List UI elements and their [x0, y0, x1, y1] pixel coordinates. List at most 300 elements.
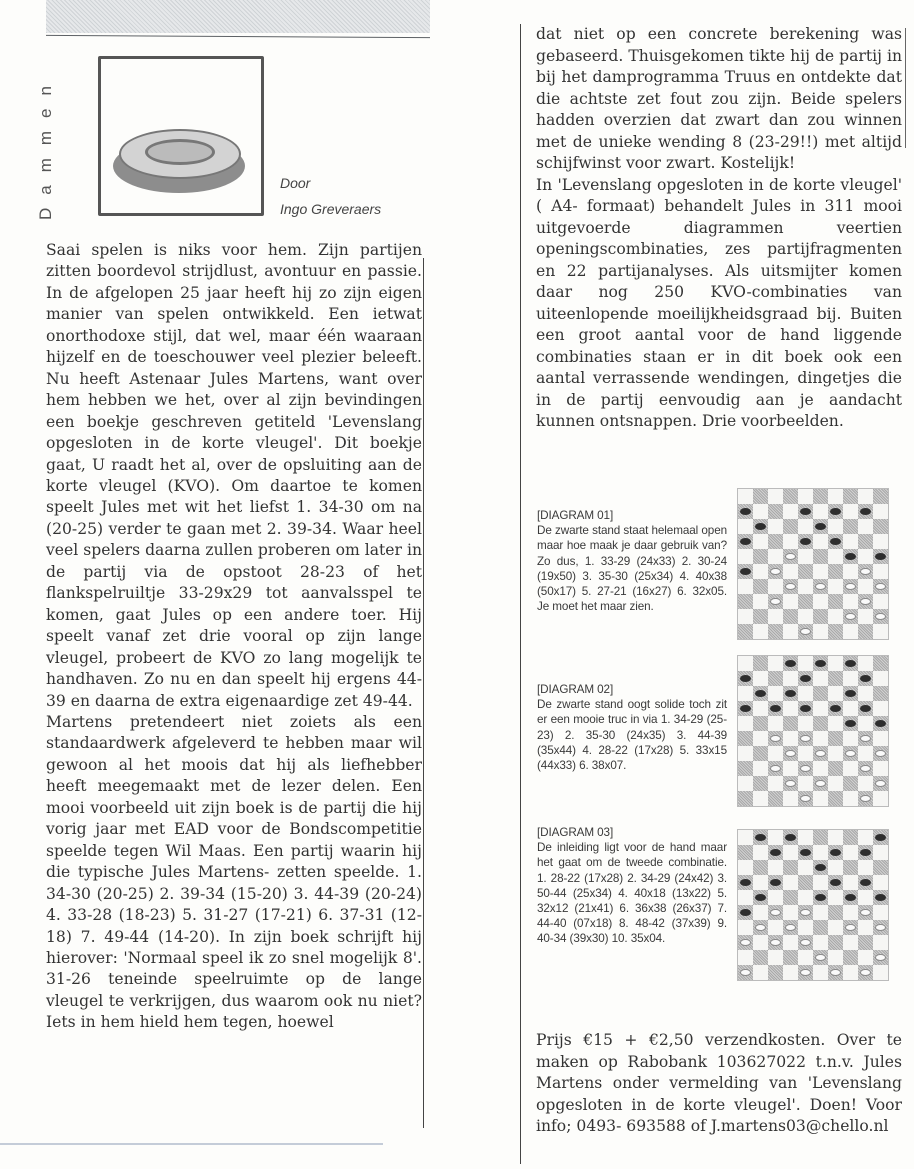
board-square-dark [798, 791, 813, 806]
board-square-dark [858, 935, 873, 950]
black-piece-icon [740, 538, 751, 545]
board-square-dark [843, 890, 858, 905]
board-square-light [738, 609, 753, 624]
board-square-light [858, 830, 873, 845]
diagram-caption-1 [537, 508, 727, 614]
board-square-dark [813, 776, 828, 791]
black-piece-icon [740, 675, 751, 682]
byline [280, 170, 381, 222]
board-square-dark [753, 920, 768, 935]
black-piece-icon [770, 879, 781, 886]
diagram-caption-2 [537, 682, 727, 773]
board-square-dark [783, 549, 798, 564]
board-square-light [738, 579, 753, 594]
white-piece-icon [860, 969, 871, 976]
board-square-dark [813, 830, 828, 845]
board-square-light [828, 686, 843, 701]
board-square-dark [873, 579, 888, 594]
board-square-dark [828, 731, 843, 746]
diagram-caption-3 [537, 825, 727, 947]
black-piece-icon [740, 508, 751, 515]
board-square-dark [798, 671, 813, 686]
board-square-dark [813, 489, 828, 504]
board-square-dark [753, 686, 768, 701]
board-square-dark [753, 716, 768, 731]
white-piece-icon [800, 795, 811, 802]
board-square-light [753, 905, 768, 920]
board-square-dark [738, 701, 753, 716]
board-square-light [828, 746, 843, 761]
board-square-dark [753, 656, 768, 671]
board-square-light [798, 716, 813, 731]
board-square-dark [858, 504, 873, 519]
board-square-dark [828, 534, 843, 549]
board-square-dark [798, 624, 813, 639]
board-square-dark [783, 830, 798, 845]
board-square-light [738, 830, 753, 845]
board-square-light [783, 564, 798, 579]
board-square-dark [798, 731, 813, 746]
board-square-dark [828, 845, 843, 860]
board-square-dark [798, 701, 813, 716]
board-square-dark [738, 564, 753, 579]
board-square-dark [873, 609, 888, 624]
board-square-light [768, 549, 783, 564]
board-square-dark [858, 624, 873, 639]
board-square-light [828, 489, 843, 504]
board-square-light [858, 579, 873, 594]
board-square-light [873, 701, 888, 716]
board-square-dark [753, 579, 768, 594]
white-piece-icon [875, 613, 886, 620]
black-piece-icon [845, 720, 856, 727]
board-square-light [873, 761, 888, 776]
board-square-dark [843, 519, 858, 534]
board-square-light [768, 890, 783, 905]
board-square-dark [873, 830, 888, 845]
board-square-light [798, 890, 813, 905]
board-square-light [783, 965, 798, 980]
draughts-piece-ring [145, 139, 215, 165]
black-piece-icon [845, 690, 856, 697]
board-square-light [768, 830, 783, 845]
board-square-dark [843, 579, 858, 594]
column-divider [423, 258, 424, 1128]
board-square-dark [753, 776, 768, 791]
board-square-dark [798, 761, 813, 776]
board-square-light [873, 935, 888, 950]
board-square-dark [858, 731, 873, 746]
board-square-dark [798, 935, 813, 950]
board-square-light [783, 905, 798, 920]
board-square-dark [738, 731, 753, 746]
board-square-dark [798, 845, 813, 860]
bottom-divider [0, 1143, 383, 1145]
byline-author: Ingo Greveraers [280, 201, 382, 217]
board-square-dark [813, 860, 828, 875]
board-square-light [783, 791, 798, 806]
board-square-dark [768, 504, 783, 519]
column-divider [520, 24, 521, 1164]
white-piece-icon [815, 750, 826, 757]
black-piece-icon [755, 523, 766, 530]
board-square-light [813, 701, 828, 716]
price-info: Prijs €15 + €2,50 verzendkosten. Over te maken op Rabobank 103627022 t.n.v. Jules Martens onder vermelding van 'Levenslang opgesloten in de korte vleugel'. Doen! Voor info; 0493- 693588 of J.martens03@chello.nl [536, 1031, 902, 1136]
board-square-dark [753, 950, 768, 965]
board-square-light [813, 905, 828, 920]
board-square-light [858, 860, 873, 875]
black-piece-icon [860, 508, 871, 515]
board-square-light [873, 905, 888, 920]
board-square-light [783, 731, 798, 746]
board-square-light [873, 965, 888, 980]
board-square-light [843, 791, 858, 806]
board-square-dark [813, 549, 828, 564]
board-square-light [738, 776, 753, 791]
board-square-light [843, 534, 858, 549]
board-square-light [783, 701, 798, 716]
board-square-dark [738, 594, 753, 609]
diagram-description: De zwarte stand oogt solide toch zit er een mooie truc in via 1. 34-29 (25-23) 2. 35-30 (24x35) 3. 44-39 (35x44) 4. 28-22 (17x28) 5. 33x15 (44x33) 6. 38x07. [537, 698, 727, 773]
board-square-dark [858, 791, 873, 806]
board-square-light [798, 860, 813, 875]
board-square-dark [783, 686, 798, 701]
black-piece-icon [740, 879, 751, 886]
board-square-dark [873, 686, 888, 701]
black-piece-icon [815, 894, 826, 901]
board-square-light [828, 830, 843, 845]
board-square-dark [828, 564, 843, 579]
board-square-light [798, 656, 813, 671]
white-piece-icon [785, 553, 796, 560]
board-square-light [813, 504, 828, 519]
board-square-light [828, 950, 843, 965]
white-piece-icon [800, 969, 811, 976]
board-square-light [873, 671, 888, 686]
white-piece-icon [785, 583, 796, 590]
board-square-light [753, 594, 768, 609]
board-square-light [738, 890, 753, 905]
board-square-dark [738, 845, 753, 860]
board-square-light [768, 656, 783, 671]
board-square-light [873, 875, 888, 890]
draughts-board-3 [737, 829, 889, 981]
board-square-dark [783, 656, 798, 671]
article-paragraph: dat niet op een concrete berekening was gebaseerd. Thuisgekomen tikte hij de partij in bij het damprogramma Truus en ontdekte dat die achtste zet fout zou zijn. Beide spelers hadden overzien dat zwart dan zou winnen met de unieke wending 8 (23-29!!) met altijd schijfwinst voor zwart. Kostelijk! [536, 25, 902, 172]
board-square-dark [813, 686, 828, 701]
board-square-light [738, 950, 753, 965]
board-square-dark [783, 950, 798, 965]
board-square-dark [858, 845, 873, 860]
board-square-light [798, 549, 813, 564]
board-square-light [738, 920, 753, 935]
board-square-dark [873, 920, 888, 935]
black-piece-icon [740, 568, 751, 575]
board-square-light [858, 656, 873, 671]
board-square-light [843, 875, 858, 890]
board-square-dark [813, 519, 828, 534]
board-square-light [858, 549, 873, 564]
board-square-dark [843, 776, 858, 791]
board-square-light [858, 519, 873, 534]
diagram-description: De zwarte stand staat helemaal open maar hoe maak je daar gebruik van? Zo dus, 1. 33-29 (24x33) 2. 30-24 (19x50) 3. 35-30 (25x34) 4. 40x38 (50x17) 5. 27-21 (16x27) 6. 32x05. Je moet het maar zien. [537, 524, 727, 614]
board-square-light [798, 609, 813, 624]
header-divider [46, 35, 430, 38]
black-piece-icon [860, 849, 871, 856]
board-square-light [798, 830, 813, 845]
white-piece-icon [785, 924, 796, 931]
board-square-dark [753, 519, 768, 534]
board-square-dark [828, 905, 843, 920]
article-paragraph: Saai spelen is niks voor hem. Zijn partijen zitten boordevol strijdlust, avontuur en passie. In de afgelopen 25 jaar heeft hij zo zijn eigen manier van spelen ontwikkeld. Een ietwat onorthodoxe stijl, dat wel, maar één waaraan hijzelf en de toeschouwer veel plezier beleeft. Nu heeft Astenaar Jules Martens, want over hem hebben we het, over al zijn bevindingen een boekje geschreven getiteld 'Levenslang opgesloten in de korte vleugel'. Dit boekje gaat, U raadt het al, over de opsluiting aan de korte vleugel (KVO). Om daartoe te komen speelt Jules met wit het liefst 1. 34-30 om na (20-25) verder te gaan met 2. 39-34. Waar heel veel spelers daarna zullen proberen om later in de partij via de opstoot 28-23 of het flankspelruiltje 33-29x29 tot aanvalsspel te komen, gaat Jules op een andere toer. Hij speelt vanaf zet drie vooral op zijn lange vleugel, probeert de KVO zo lang mogelijk te handhaven. Zo nu en dan speelt hij ergens 44-39 en daarna de extra eigenaardige zet 49-44. [46, 241, 422, 710]
white-piece-icon [800, 909, 811, 916]
black-piece-icon [740, 705, 751, 712]
black-piece-icon [830, 705, 841, 712]
black-piece-icon [860, 675, 871, 682]
board-square-dark [783, 860, 798, 875]
board-square-dark [873, 519, 888, 534]
board-square-light [813, 594, 828, 609]
board-square-light [813, 875, 828, 890]
black-piece-icon [875, 553, 886, 560]
board-square-light [738, 716, 753, 731]
board-square-light [738, 860, 753, 875]
board-square-light [828, 890, 843, 905]
board-square-dark [873, 950, 888, 965]
board-square-dark [768, 534, 783, 549]
white-piece-icon [800, 735, 811, 742]
white-piece-icon [740, 939, 751, 946]
white-piece-icon [860, 795, 871, 802]
board-square-dark [798, 965, 813, 980]
board-square-light [768, 950, 783, 965]
board-square-light [828, 776, 843, 791]
board-square-light [798, 950, 813, 965]
board-square-dark [858, 564, 873, 579]
board-square-light [843, 761, 858, 776]
black-piece-icon [845, 553, 856, 560]
board-square-dark [768, 791, 783, 806]
board-square-dark [828, 701, 843, 716]
board-square-dark [798, 905, 813, 920]
board-square-dark [768, 594, 783, 609]
board-square-light [843, 624, 858, 639]
black-piece-icon [830, 508, 841, 515]
board-square-light [753, 935, 768, 950]
board-square-dark [783, 609, 798, 624]
board-square-light [873, 534, 888, 549]
board-square-light [873, 791, 888, 806]
black-piece-icon [875, 894, 886, 901]
board-square-light [768, 686, 783, 701]
board-square-light [738, 489, 753, 504]
board-square-dark [813, 890, 828, 905]
article-right-column [536, 24, 902, 433]
board-square-light [753, 965, 768, 980]
board-square-light [783, 504, 798, 519]
board-square-dark [828, 624, 843, 639]
board-square-light [798, 489, 813, 504]
board-square-dark [783, 746, 798, 761]
board-square-dark [798, 594, 813, 609]
board-square-dark [873, 656, 888, 671]
board-square-light [798, 776, 813, 791]
board-square-dark [783, 489, 798, 504]
board-square-light [783, 935, 798, 950]
white-piece-icon [740, 969, 751, 976]
board-square-dark [858, 965, 873, 980]
board-square-light [858, 950, 873, 965]
white-piece-icon [815, 583, 826, 590]
black-piece-icon [800, 705, 811, 712]
board-square-dark [828, 935, 843, 950]
board-square-light [843, 965, 858, 980]
diagram-title: [DIAGRAM 02] [537, 683, 614, 696]
board-square-dark [768, 965, 783, 980]
board-square-dark [858, 761, 873, 776]
white-piece-icon [755, 924, 766, 931]
board-square-light [813, 564, 828, 579]
black-piece-icon [770, 849, 781, 856]
article-paragraph: Martens pretendeert niet zoiets als een standaardwerk afgeleverd te hebben maar wil gewoon al het moois dat hij als liefhebber heeft meegemaakt met de lezer delen. Een mooi voorbeeld uit zijn boek is de partij die hij vorig jaar met EAD voor de Bondscompetitie speelde tegen Wil Maas. Een partij waarin hij die typische Jules Martens- zetten speelde. 1. 34-30 (20-25) 2. 39-34 (15-20) 3. 44-39 (20-24) 4. 33-28 (18-23) 5. 31-27 (17-21) 6. 37-31 (12-18) 7. 49-44 (14-20). In zijn boek schrijft hij hierover: 'Normaal speel ik zo snel mogelijk 8'. 31-26 teneinde speelruimte op de lange vleugel te verkrijgen, dus waarom ook nu niet? Iets in hem hield hem tegen, hoewel [46, 712, 422, 1032]
board-square-light [843, 564, 858, 579]
board-square-light [813, 935, 828, 950]
white-piece-icon [845, 583, 856, 590]
white-piece-icon [815, 780, 826, 787]
board-square-light [843, 731, 858, 746]
board-square-dark [753, 549, 768, 564]
board-square-light [798, 920, 813, 935]
board-square-light [753, 534, 768, 549]
draughts-board-2 [737, 655, 889, 807]
white-piece-icon [770, 909, 781, 916]
board-square-light [858, 890, 873, 905]
board-square-light [858, 746, 873, 761]
board-square-light [753, 875, 768, 890]
draughts-board-1 [737, 488, 889, 640]
board-square-dark [753, 489, 768, 504]
board-square-dark [738, 624, 753, 639]
board-square-dark [873, 716, 888, 731]
board-square-light [753, 671, 768, 686]
board-square-light [873, 624, 888, 639]
board-square-light [753, 504, 768, 519]
board-square-dark [813, 746, 828, 761]
black-piece-icon [740, 909, 751, 916]
diagram-title: [DIAGRAM 03] [537, 826, 614, 839]
board-square-light [873, 564, 888, 579]
board-square-dark [768, 905, 783, 920]
board-square-light [813, 761, 828, 776]
board-square-dark [813, 579, 828, 594]
black-piece-icon [875, 720, 886, 727]
black-piece-icon [800, 849, 811, 856]
header-band [46, 0, 430, 33]
board-square-dark [738, 671, 753, 686]
board-square-dark [858, 534, 873, 549]
board-square-light [843, 701, 858, 716]
board-square-light [753, 761, 768, 776]
black-piece-icon [800, 508, 811, 515]
black-piece-icon [800, 538, 811, 545]
board-square-dark [813, 656, 828, 671]
board-square-dark [798, 875, 813, 890]
board-square-dark [843, 860, 858, 875]
board-square-light [768, 716, 783, 731]
board-square-light [813, 791, 828, 806]
board-square-dark [783, 579, 798, 594]
black-piece-icon [830, 849, 841, 856]
board-square-light [843, 671, 858, 686]
board-square-light [783, 594, 798, 609]
board-square-dark [858, 594, 873, 609]
board-square-light [843, 504, 858, 519]
board-square-light [828, 860, 843, 875]
board-square-light [738, 656, 753, 671]
white-piece-icon [860, 568, 871, 575]
black-piece-icon [815, 864, 826, 871]
board-square-light [738, 746, 753, 761]
board-square-dark [873, 776, 888, 791]
board-square-light [753, 845, 768, 860]
board-square-dark [843, 656, 858, 671]
board-square-light [858, 920, 873, 935]
board-square-light [828, 519, 843, 534]
board-square-dark [783, 920, 798, 935]
black-piece-icon [770, 705, 781, 712]
board-square-light [798, 746, 813, 761]
white-piece-icon [815, 954, 826, 961]
article-left-column [46, 240, 422, 1034]
white-piece-icon [875, 954, 886, 961]
board-square-dark [798, 564, 813, 579]
board-square-dark [738, 791, 753, 806]
board-square-dark [768, 671, 783, 686]
white-piece-icon [875, 780, 886, 787]
board-square-dark [738, 534, 753, 549]
board-square-dark [783, 776, 798, 791]
board-square-light [828, 656, 843, 671]
board-square-light [753, 624, 768, 639]
board-square-dark [798, 534, 813, 549]
board-square-light [813, 534, 828, 549]
board-square-dark [828, 504, 843, 519]
board-square-dark [768, 731, 783, 746]
board-square-light [873, 845, 888, 860]
board-square-light [768, 746, 783, 761]
board-square-light [783, 624, 798, 639]
board-square-light [753, 791, 768, 806]
board-square-light [813, 731, 828, 746]
board-square-dark [753, 830, 768, 845]
black-piece-icon [845, 894, 856, 901]
board-square-dark [873, 489, 888, 504]
board-square-dark [843, 609, 858, 624]
board-square-light [753, 564, 768, 579]
page-edge-line [905, 28, 906, 148]
board-square-dark [768, 701, 783, 716]
board-square-light [813, 624, 828, 639]
black-piece-icon [755, 834, 766, 841]
white-piece-icon [830, 969, 841, 976]
black-piece-icon [830, 879, 841, 886]
board-square-light [783, 761, 798, 776]
board-square-dark [858, 701, 873, 716]
black-piece-icon [860, 705, 871, 712]
white-piece-icon [875, 924, 886, 931]
white-piece-icon [860, 909, 871, 916]
board-square-light [858, 716, 873, 731]
